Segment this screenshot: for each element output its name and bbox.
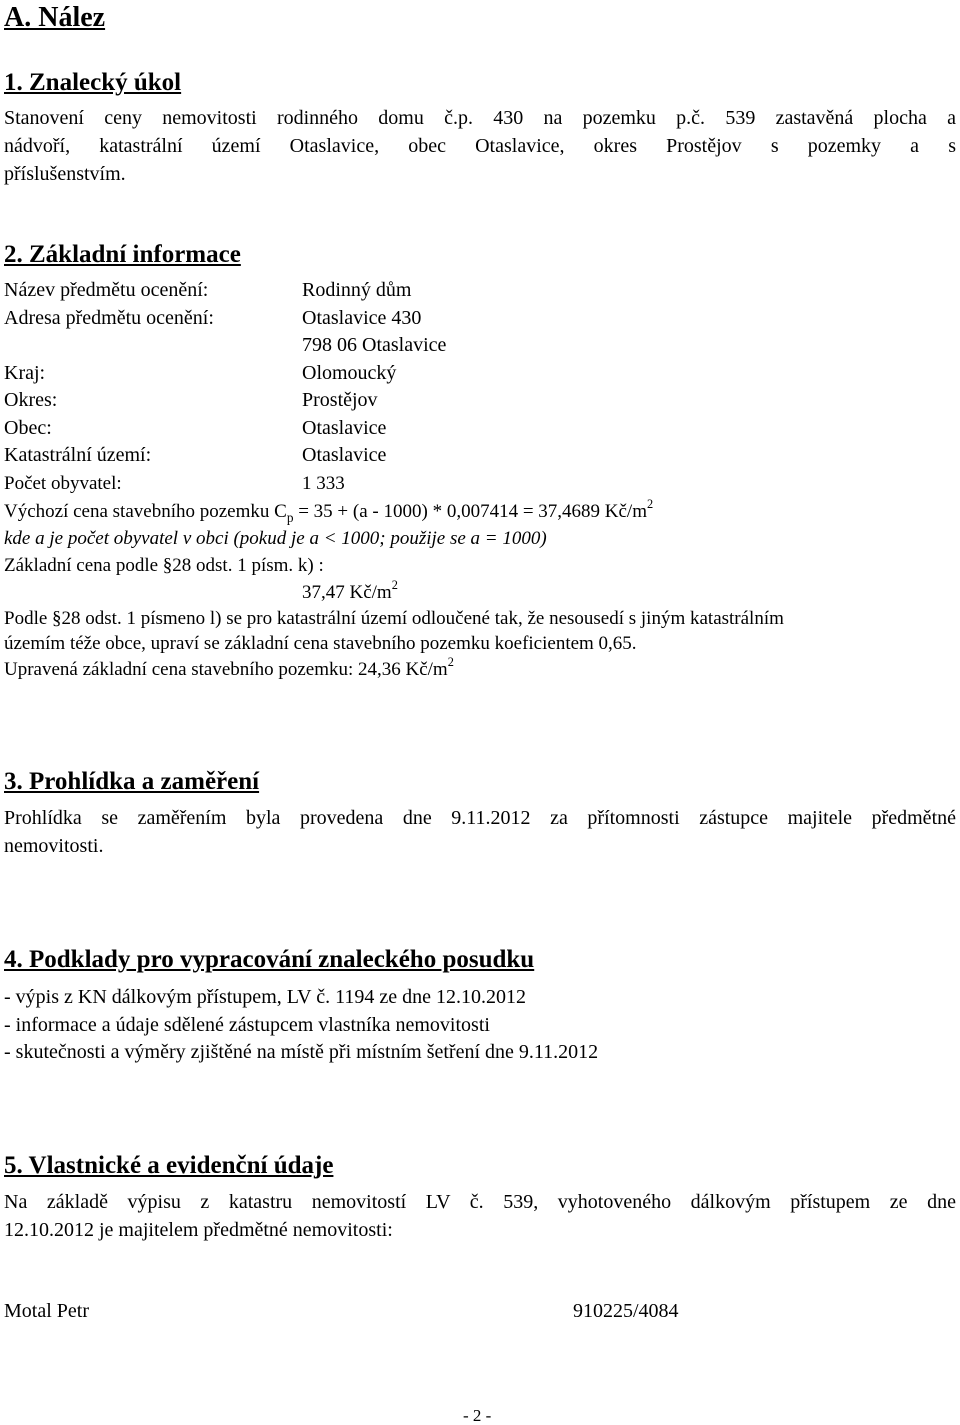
info-label-okres: Okres: [4,389,58,411]
page-heading: A. Nález [4,2,106,33]
info-label-katastralni-uzemi: Katastrální území: [4,444,152,466]
page-number: - 2 - [463,1406,492,1425]
kde-note: kde a je počet obyvatel v obci (pokud je a < 1000; použije se a = 1000) [4,528,547,549]
section-3-title: 3. Prohlídka a zaměření [4,768,260,795]
pocet-obyvatel-value: 1 333 [302,473,345,494]
owner-birth-number: 910225/4084 [573,1300,679,1322]
vychozi-cena-line: Výchozí cena stavebního pozemku $C_p = 35 + (a - 1000) * 0,007414 = 37,4689$ $Kč/m^2$ [4,496,654,525]
info-label-nazev: Název předmětu ocenění: [4,279,209,301]
section-1-title: 1. Znalecký úkol [4,69,182,96]
section-5-line-2: 12.10.2012 je majitelem předmětné nemovitosti: [4,1219,393,1241]
pocet-obyvatel-label: Počet obyvatel: [4,473,122,494]
info-value-adresa: Otaslavice 430 [302,307,422,329]
info-value-kraj: Olomoucký [302,362,397,384]
section-1-line-2: nádvoří, katastrální území Otaslavice, obec Otaslavice, okres Prostějov s pozemky a s [4,135,956,157]
info-label-kraj: Kraj: [4,362,46,384]
podle-line-1: Podle §28 odst. 1 písmeno l) se pro katastrální území odloučené tak, že nesousedí s jiným katastrálním [4,608,784,629]
info-value-obec: Otaslavice [302,417,387,439]
podklady-item-2: - informace a údaje sdělené zástupcem vlastníka nemovitosti [4,1014,490,1036]
podle-line-2: územím téže obce, upraví se základní cena stavebního pozemku koeficientem 0,65. [4,633,637,654]
podklady-item-1: - výpis z KN dálkovým přístupem, LV č. 1194 ze dne 12.10.2012 [4,986,526,1008]
info-label-obec: Obec: [4,417,52,439]
info-value-adresa-psc: 798 06 Otaslavice [302,334,447,356]
podklady-item-3: - skutečnosti a výměry zjištěné na místě při místním šetření dne 9.11.2012 [4,1041,599,1063]
zakladni-cena-value: 37,47 $Kč/m^2$ [302,577,398,603]
section-5-line-1: Na základě výpisu z katastru nemovitostí LV č. 539, vyhotoveného dálkovým přístupem ze dne [4,1191,956,1213]
info-value-katastralni-uzemi: Otaslavice [302,444,387,466]
upravena-cena-line: Upravená základní cena stavebního pozemku: 24,36 $Kč/m^2$ [4,654,454,680]
section-3-line-1: Prohlídka se zaměřením byla provedena dne 9.11.2012 za přítomnosti zástupce majitele předmětné [4,807,956,829]
section-1-line-3: příslušenstvím. [4,163,126,185]
owner-name: Motal Petr [4,1300,89,1322]
section-1-line-1: Stanovení ceny nemovitosti rodinného domu č.p. 430 na pozemku p.č. 539 zastavěná plocha a [4,107,956,129]
section-3-line-2: nemovitosti. [4,835,104,857]
section-2-title: 2. Základní informace [4,241,241,268]
info-value-okres: Prostějov [302,389,378,411]
section-4-title: 4. Podklady pro vypracování znaleckého posudku [4,946,535,973]
zakladni-cena-label: Základní cena podle §28 odst. 1 písm. k) : [4,555,324,576]
info-label-adresa: Adresa předmětu ocenění: [4,307,214,329]
section-5-title: 5. Vlastnické a evidenční údaje [4,1152,334,1179]
info-value-nazev: Rodinný dům [302,279,412,301]
